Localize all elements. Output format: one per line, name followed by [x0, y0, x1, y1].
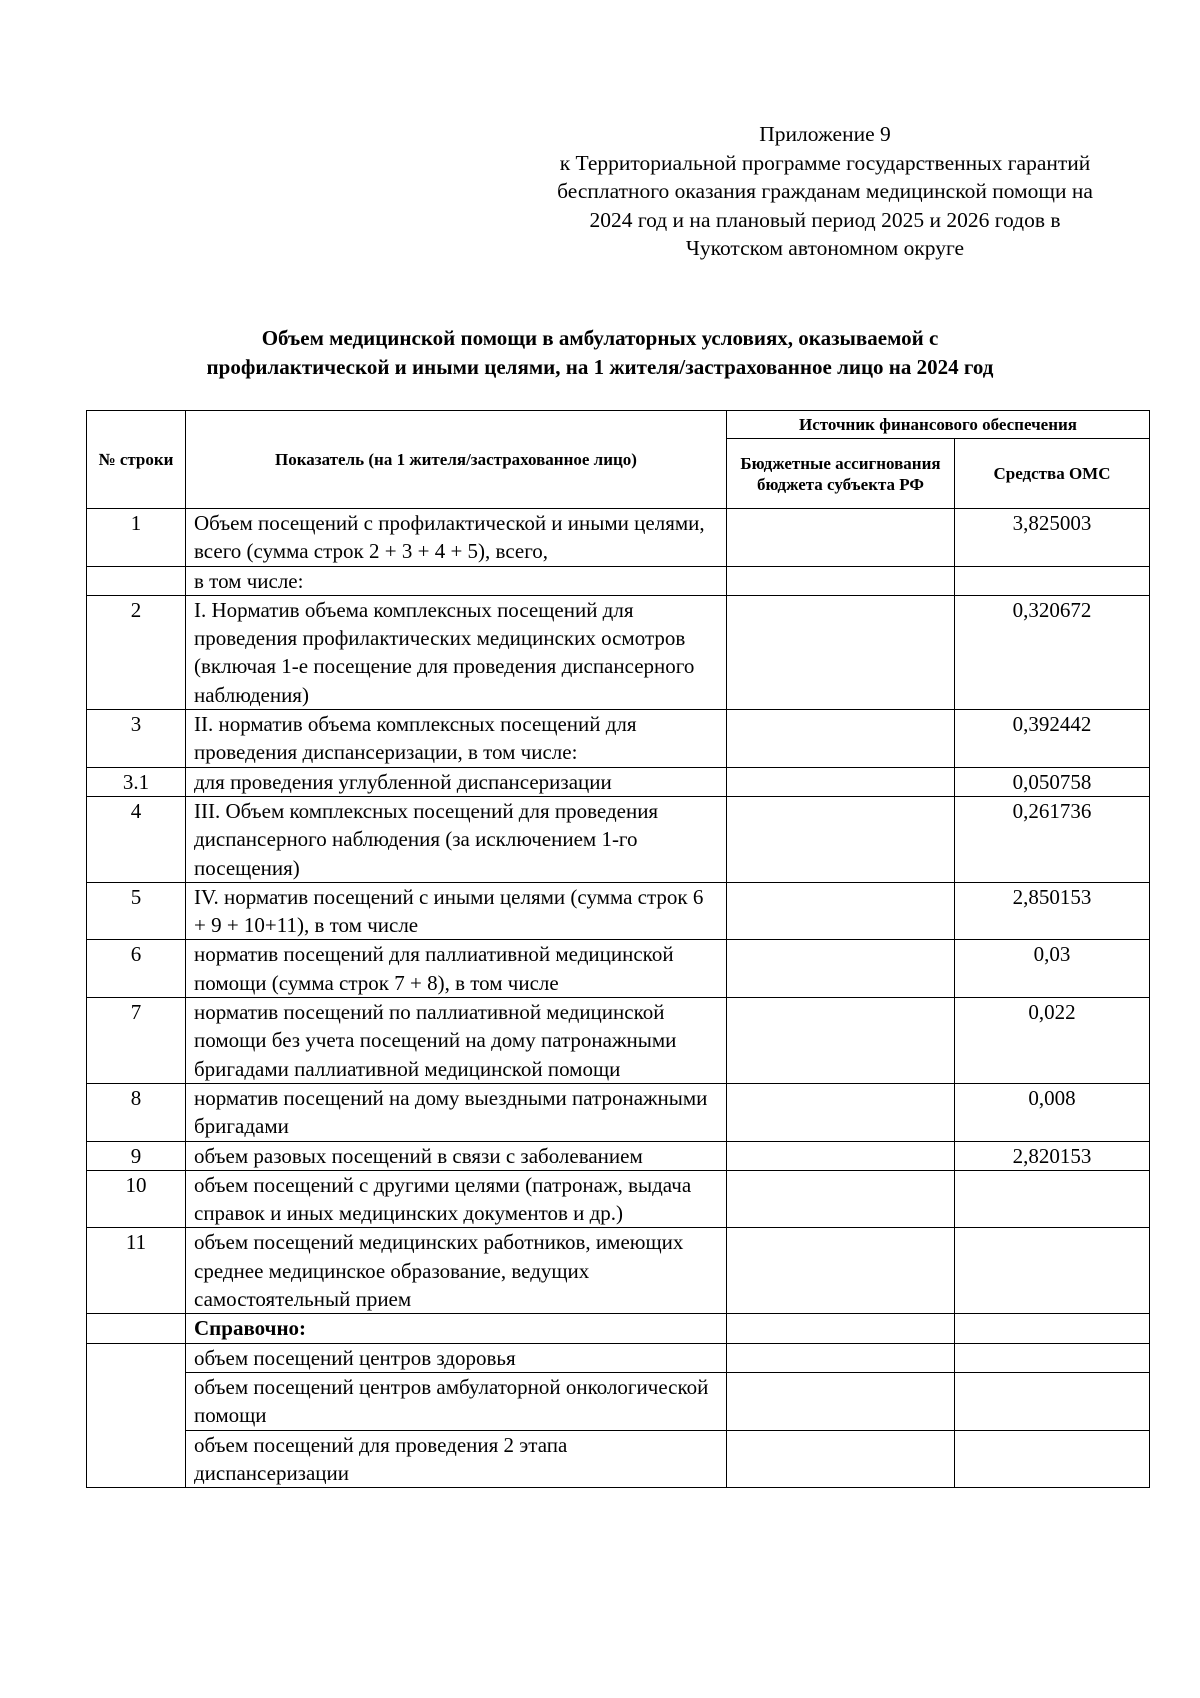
- reference-label-row: [87, 1314, 1150, 1343]
- row-number-cell: 3.1: [87, 767, 186, 796]
- header-row-number: № строки: [87, 411, 186, 509]
- budget-cell: [727, 710, 955, 768]
- title-line-1: Объем медицинской помощи в амбулаторных условиях, оказываемой с: [261, 326, 939, 350]
- table-row: [87, 1170, 1150, 1228]
- row-number-cell: 3: [87, 710, 186, 768]
- row-number-cell: [87, 566, 186, 595]
- budget-cell: [727, 796, 955, 882]
- oms-cell: 0,008: [955, 1083, 1150, 1141]
- budget-cell: [727, 566, 955, 595]
- oms-cell: [955, 1372, 1150, 1430]
- oms-cell: 2,850153: [955, 882, 1150, 940]
- indicator-cell: объем посещений центров здоровья: [186, 1343, 727, 1372]
- appendix-line: 2024 год и на плановый период 2025 и 2026 годов в: [589, 207, 1061, 232]
- oms-cell: [955, 1170, 1150, 1228]
- indicator-cell: объем посещений медицинских работников, имеющих среднее медицинское образование, ведущих самостоятельный прием: [186, 1228, 727, 1314]
- appendix-line: Приложение 9: [759, 122, 891, 146]
- table-body: [87, 509, 1150, 1488]
- row-number-cell: 10: [87, 1170, 186, 1228]
- table-row: [87, 767, 1150, 796]
- reference-row: [87, 1343, 1150, 1372]
- table-row: [87, 1083, 1150, 1141]
- indicator-cell: норматив посещений по паллиативной медицинской помощи без учета посещений на дому патронажными бригадами паллиативной медицинской помощи: [186, 998, 727, 1084]
- indicator-cell: II. норматив объема комплексных посещений для проведения диспансеризации, в том числе:: [186, 710, 727, 768]
- oms-cell: 0,03: [955, 940, 1150, 998]
- row-number-cell: 4: [87, 796, 186, 882]
- budget-cell: [727, 767, 955, 796]
- oms-cell: 0,022: [955, 998, 1150, 1084]
- oms-cell: [955, 566, 1150, 595]
- indicator-cell: объем посещений с другими целями (патронаж, выдача справок и иных медицинских документов и др.): [186, 1170, 727, 1228]
- oms-cell: [955, 1228, 1150, 1314]
- indicator-cell: в том числе:: [186, 566, 727, 595]
- appendix-line: Чукотском автономном округе: [685, 236, 965, 260]
- indicator-cell: норматив посещений на дому выездными патронажными бригадами: [186, 1083, 727, 1141]
- table-row: [87, 1141, 1150, 1170]
- table-row: [87, 509, 1150, 567]
- row-number-cell: 11: [87, 1228, 186, 1314]
- table-row: [87, 595, 1150, 709]
- indicator-cell: для проведения углубленной диспансеризации: [186, 767, 727, 796]
- table-row: [87, 940, 1150, 998]
- appendix-header: [520, 120, 1130, 263]
- row-number-cell: 8: [87, 1083, 186, 1141]
- oms-cell: [955, 1430, 1150, 1488]
- budget-cell: [727, 1170, 955, 1228]
- row-number-cell: 7: [87, 998, 186, 1084]
- row-number-cell: 1: [87, 509, 186, 567]
- reference-row: [87, 1372, 1150, 1430]
- table-row: [87, 710, 1150, 768]
- header-oms: Средства ОМС: [955, 439, 1150, 509]
- header-indicator: Показатель (на 1 жителя/застрахованное лицо): [186, 411, 727, 509]
- budget-cell: [727, 882, 955, 940]
- table-row: [87, 882, 1150, 940]
- indicator-cell: объем разовых посещений в связи с заболеванием: [186, 1141, 727, 1170]
- table-row: [87, 796, 1150, 882]
- budget-cell: [727, 1228, 955, 1314]
- budget-cell: [727, 998, 955, 1084]
- row-number-cell: 9: [87, 1141, 186, 1170]
- table-row: [87, 566, 1150, 595]
- oms-cell: 2,820153: [955, 1141, 1150, 1170]
- reference-row: [87, 1430, 1150, 1488]
- budget-cell: [727, 1314, 955, 1343]
- budget-cell: [727, 1430, 955, 1488]
- oms-cell: [955, 1314, 1150, 1343]
- oms-cell: 0,320672: [955, 595, 1150, 709]
- row-number-cell: 2: [87, 595, 186, 709]
- budget-cell: [727, 1343, 955, 1372]
- indicator-cell: III. Объем комплексных посещений для проведения диспансерного наблюдения (за исключением 1-го посещения): [186, 796, 727, 882]
- oms-cell: 0,050758: [955, 767, 1150, 796]
- table-row: [87, 998, 1150, 1084]
- row-number-cell: 6: [87, 940, 186, 998]
- indicator-cell: IV. норматив посещений с иными целями (сумма строк 6 + 9 + 10+11), в том числе: [186, 882, 727, 940]
- budget-cell: [727, 509, 955, 567]
- header-financing-source: Источник финансового обеспечения: [727, 411, 1150, 439]
- table-row: [87, 1228, 1150, 1314]
- volume-table: [86, 410, 1150, 1488]
- appendix-line: к Территориальной программе государственных гарантий: [559, 150, 1091, 175]
- indicator-cell: Объем посещений с профилактической и иными целями, всего (сумма строк 2 + 3 + 4 + 5), всего,: [186, 509, 727, 567]
- appendix-line: бесплатного оказания гражданам медицинской помощи на: [557, 179, 1093, 203]
- reference-label: Справочно:: [186, 1314, 727, 1343]
- indicator-cell: норматив посещений для паллиативной медицинской помощи (сумма строк 7 + 8), в том числе: [186, 940, 727, 998]
- budget-cell: [727, 1372, 955, 1430]
- budget-cell: [727, 1141, 955, 1170]
- budget-cell: [727, 1083, 955, 1141]
- row-number-cell: 5: [87, 882, 186, 940]
- reference-number-cell: [87, 1343, 186, 1487]
- indicator-cell: объем посещений для проведения 2 этапа диспансеризации: [186, 1430, 727, 1488]
- oms-cell: 3,825003: [955, 509, 1150, 567]
- budget-cell: [727, 940, 955, 998]
- document-title: [60, 324, 1140, 382]
- indicator-cell: объем посещений центров амбулаторной онкологической помощи: [186, 1372, 727, 1430]
- header-budget: Бюджетные ассигнования бюджета субъекта РФ: [727, 439, 955, 509]
- oms-cell: 0,392442: [955, 710, 1150, 768]
- oms-cell: [955, 1343, 1150, 1372]
- indicator-cell: I. Норматив объема комплексных посещений для проведения профилактических медицинских осмотров (включая 1-е посещение для проведения диспансерного наблюдения): [186, 595, 727, 709]
- reference-number-cell: [87, 1314, 186, 1343]
- budget-cell: [727, 595, 955, 709]
- title-line-2: профилактической и иными целями, на 1 жителя/застрахованное лицо на 2024 год: [206, 355, 994, 379]
- oms-cell: 0,261736: [955, 796, 1150, 882]
